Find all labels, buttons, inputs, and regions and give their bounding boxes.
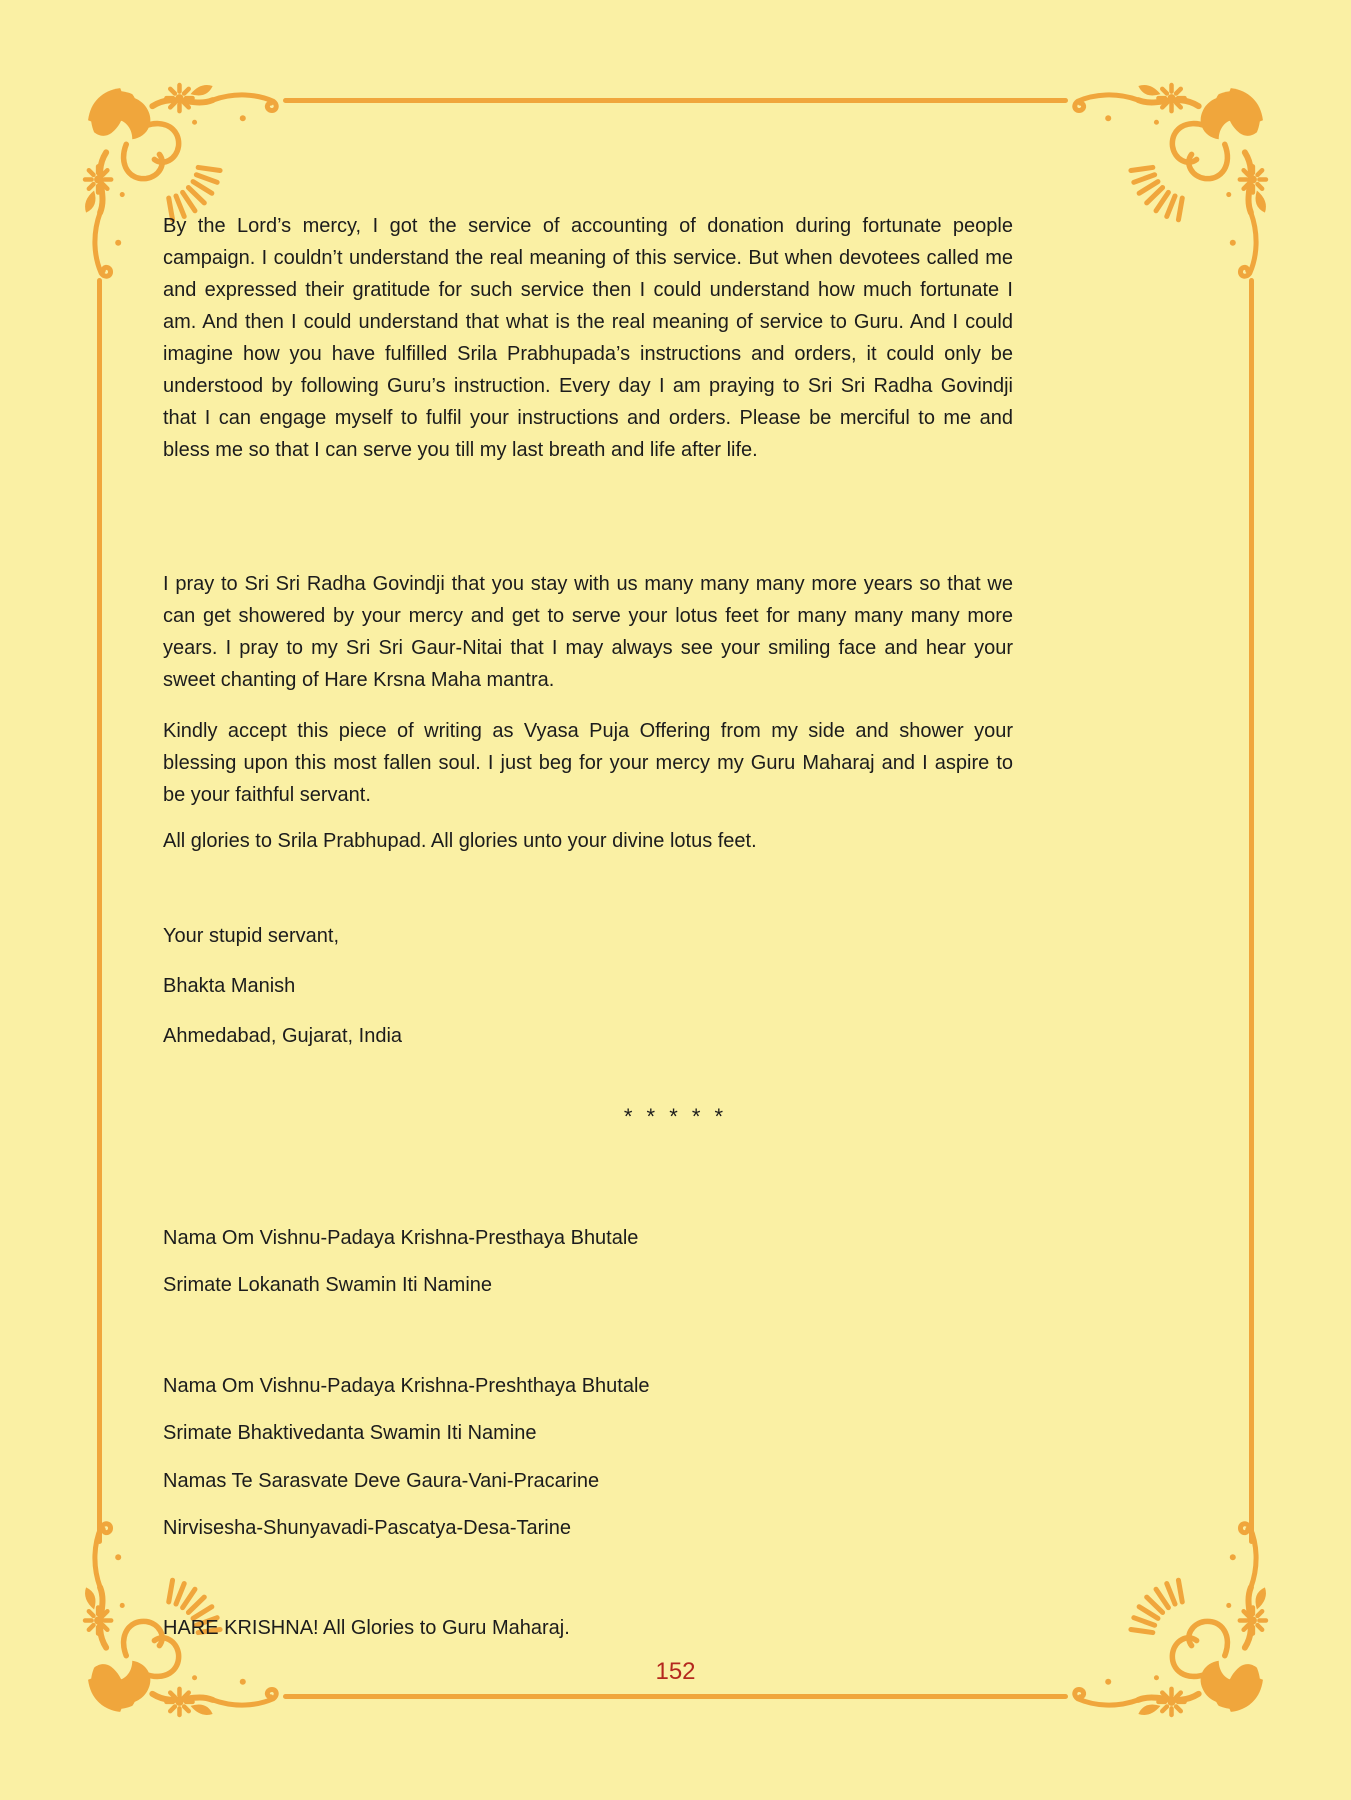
section-separator: * * * * * xyxy=(623,1104,728,1129)
mantra-one-line-1: Nama Om Vishnu-Padaya Krishna-Presthaya Bhutale xyxy=(163,1227,639,1249)
letter-paragraph-2: I pray to Sri Sri Radha Govindji that you stay with us many many many more years so that we can get showered by your mercy and get to serve your lotus feet for many many many more years. I pray to my Sri Sri Gaur-Nitai that I may always see your smiling face and hear your sweet chanting of Hare Krsna Maha mantra. xyxy=(163,573,1013,691)
letter-paragraph-4: All glories to Srila Prabhupad. All glories unto your divine lotus feet. xyxy=(163,830,757,852)
letter-paragraph-1: By the Lord’s mercy, I got the service of accounting of donation during fortunate people campaign. I couldn’t understand the real meaning of this service. But when devotees called me and expressed their gratitude for such service then I could understand how much fortunate I am. And then I could understand that what is the real meaning of service to Guru. And I could imagine how you have fulfilled Srila Prabhupada’s instructions and orders, it could only be understood by following Guru’s instruction. Every day I am praying to Sri Sri Radha Govindji that I can engage myself to fulfil your instructions and orders. Please be merciful to me and bless me so that I can serve you till my last breath and life after life. xyxy=(163,215,1013,461)
mantra-two-line-2: Srimate Bhaktivedanta Swamin Iti Namine xyxy=(163,1422,537,1444)
border-line-top xyxy=(283,98,1068,103)
border-line-left xyxy=(97,278,102,1544)
signature-line-3: Ahmedabad, Gujarat, India xyxy=(163,1025,403,1047)
letter-paragraph-3: Kindly accept this piece of writing as Vyasa Puja Offering from my side and shower your blessing upon this most fallen soul. I just beg for your mercy my Guru Maharaj and I aspire to be your faithful servant. xyxy=(163,720,1013,806)
border-line-bottom xyxy=(283,1694,1068,1699)
corner-flourish-icon xyxy=(1061,1510,1277,1726)
border-line-right xyxy=(1249,278,1254,1544)
corner-flourish-icon xyxy=(1061,74,1277,290)
mantra-two-line-1: Nama Om Vishnu-Padaya Krishna-Preshthaya Bhutale xyxy=(163,1375,650,1397)
mantra-two-line-4: Nirvisesha-Shunyavadi-Pascatya-Desa-Tarine xyxy=(163,1517,571,1539)
page-number: 152 xyxy=(655,1658,696,1685)
closing-line: HARE KRISHNA! All Glories to Guru Maharaj. xyxy=(163,1617,570,1639)
mantra-two-line-3: Namas Te Sarasvate Deve Gaura-Vani-Pracarine xyxy=(163,1470,600,1492)
mantra-one-line-2: Srimate Lokanath Swamin Iti Namine xyxy=(163,1274,493,1296)
signature-line-1: Your stupid servant, xyxy=(163,925,340,947)
signature-line-2: Bhakta Manish xyxy=(163,975,296,997)
